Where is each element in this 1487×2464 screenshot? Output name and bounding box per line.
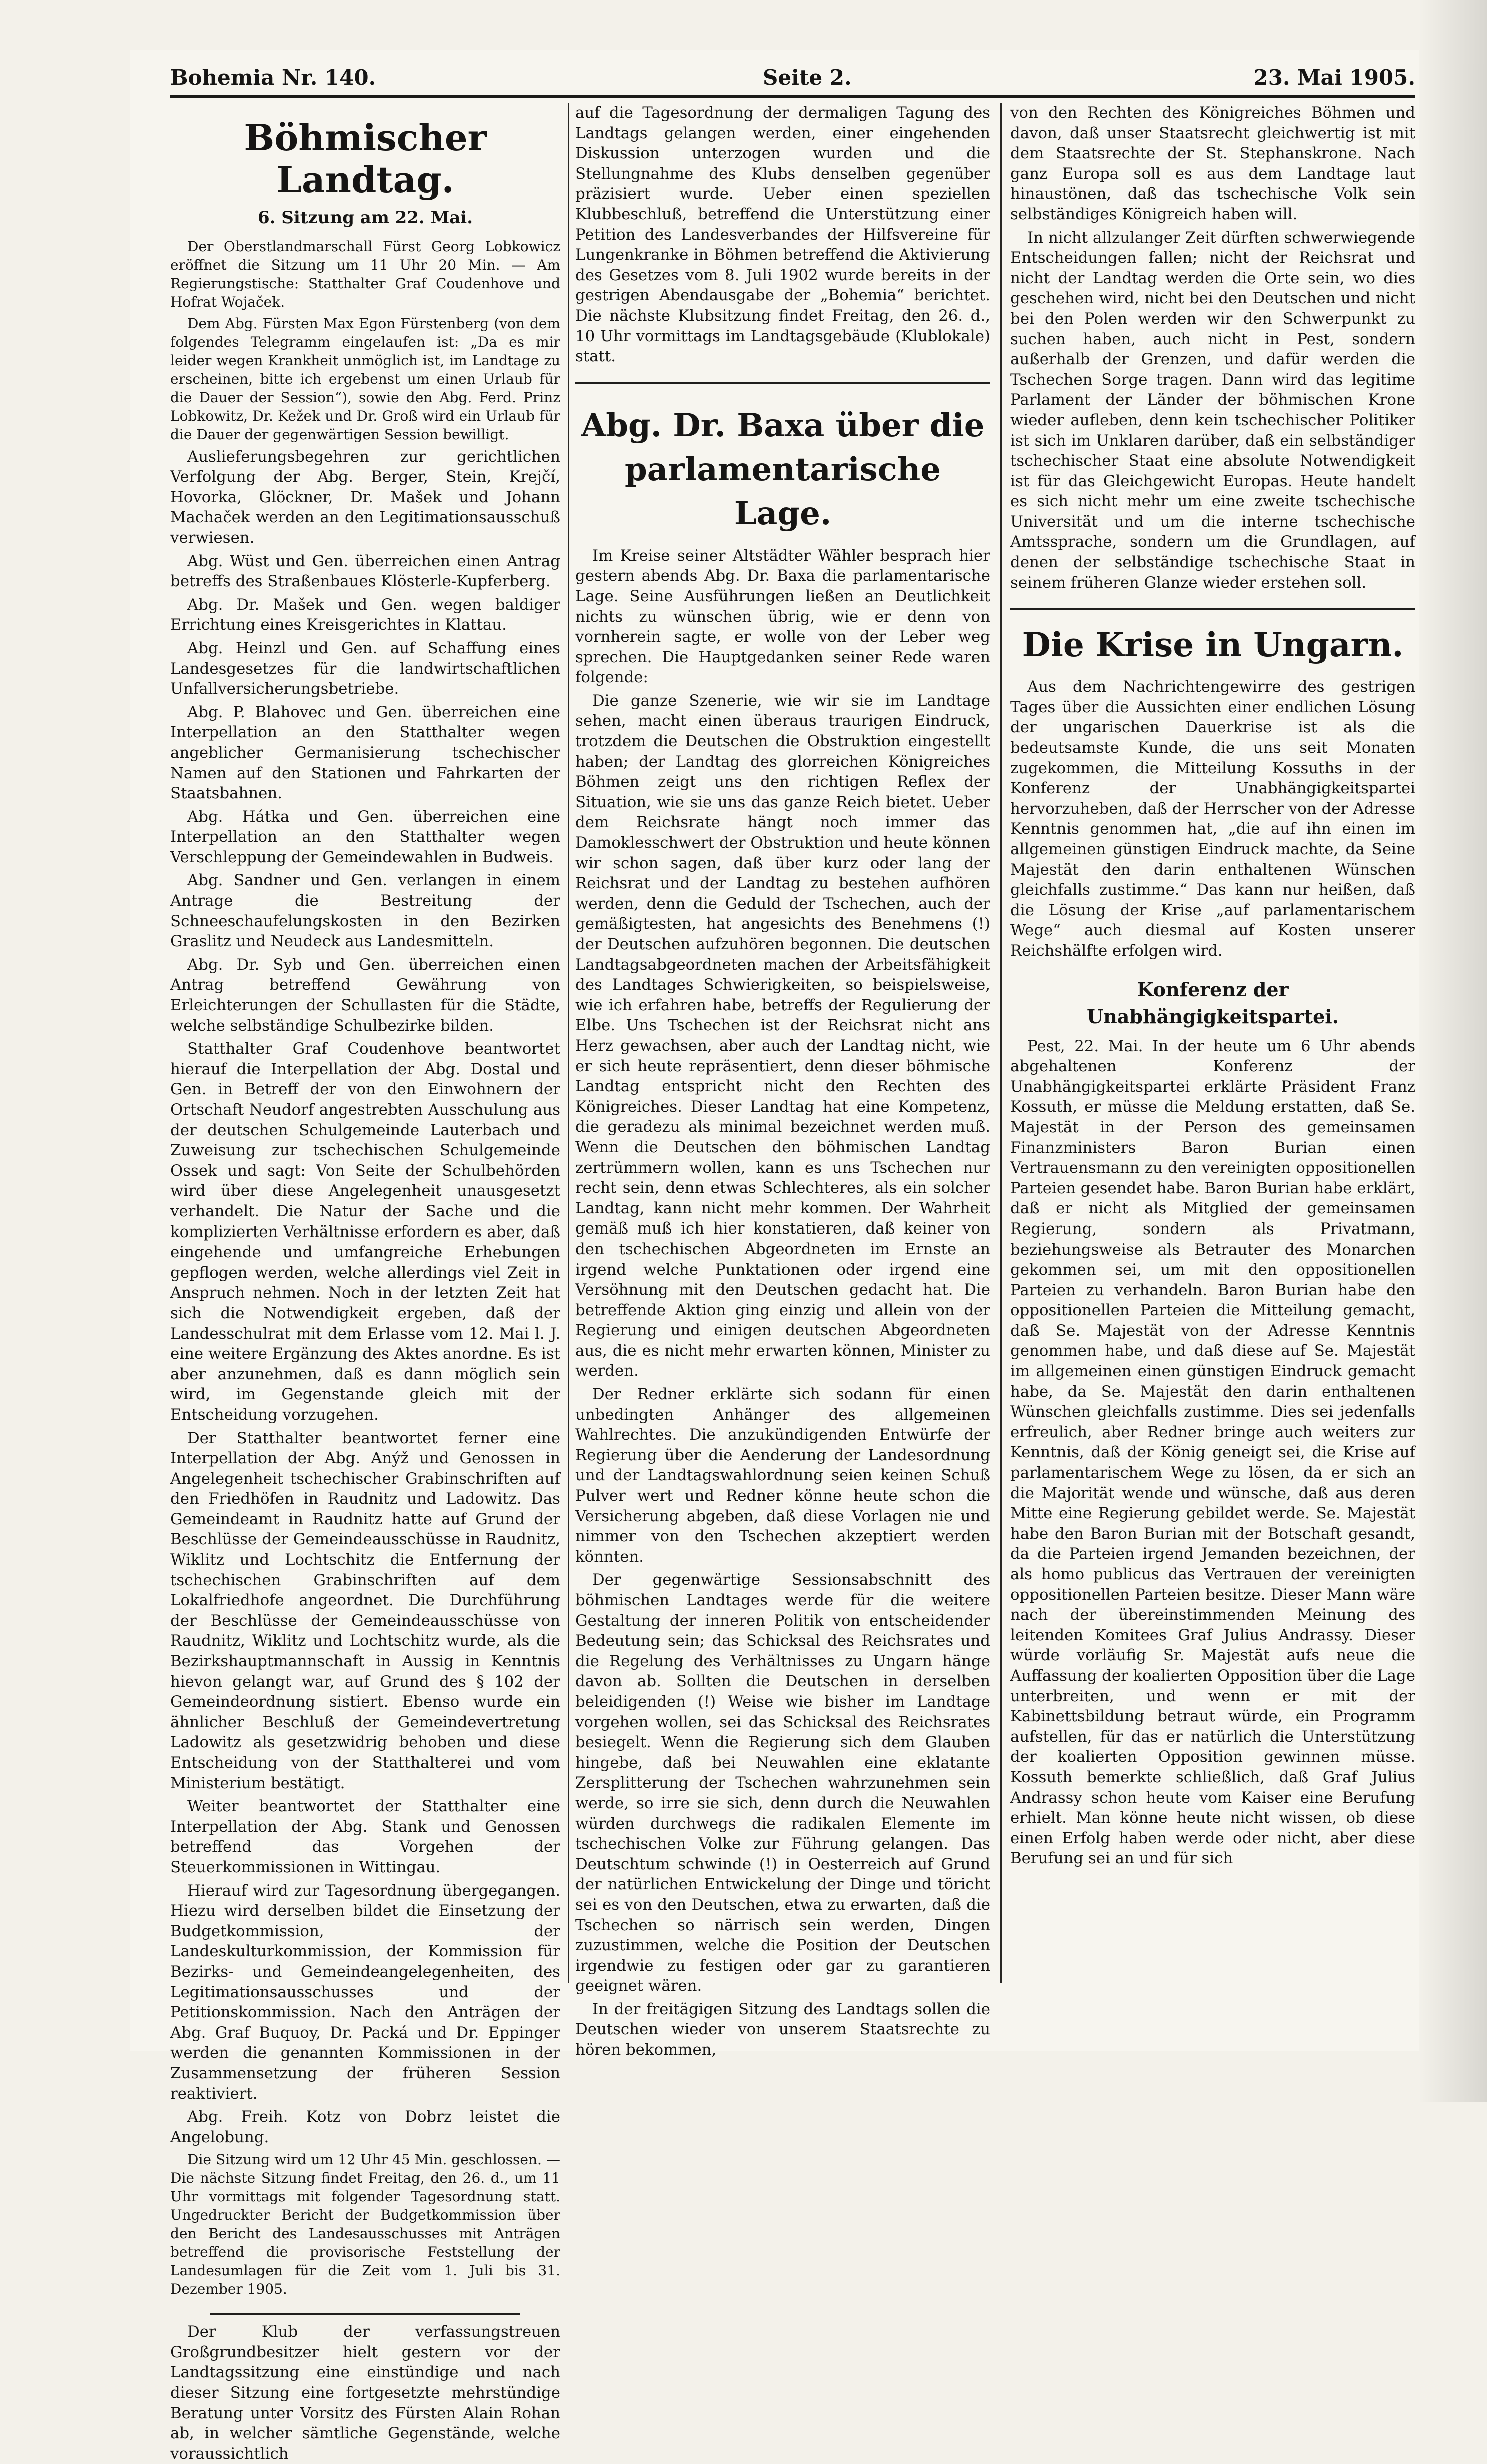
column-rule-2: [1000, 103, 1002, 1983]
paragraph: Dem Abg. Fürsten Max Egon Fürstenberg (von dem folgendes Telegramm eingelaufen ist: „Da es mir leider wegen Krankheit unmöglich ist, im Landtage zu erscheinen, bitte ich ergebenst um einen Urlaub für die Dauer der Session“), sowie den Abg. Ferd. Prinz Lobkowitz, Dr. Kežek und Dr. Groß wird ein Urlaub für die Dauer der gegenwärtigen Session bewilligt.: [170, 315, 560, 443]
paragraph: Die ganze Szenerie, wie wir sie im Landtage sehen, macht einen überaus traurigen Eindruck, trotzdem die Deutschen die Obstruktion eingestellt haben; der Landtag des glorreichen Königreiches Böhmen zeigt uns den richtigen Reflex der Situation, wie sie uns das ganze Reich bietet. Ueber dem Reichsrate hängt noch immer das Damoklesschwert der Obstruktion und heute können wir schon sagen, daß über kurz oder lang der Reichsrat und der Landtag zu bestehen aufhören werden, denn die Geduld der Tschechen, auch der gemäßigtesten, hat angesichts des Benehmens (!) der Deutschen aufzuhören begonnen. Die deutschen Landtagsabgeordneten machen der Arbeitsfähigkeit des Landtages Schwierigkeiten, so beispielsweise, wie ich erfahren habe, betreffs der Regulierung der Elbe. Uns Tschechen ist der Reichsrat nicht ans Herz gewachsen, aber auch der Landtag nicht, wie er sich heute repräsentiert, denn dieser böhmische Landtag entspricht nicht den Rechten des Königreiches. Dieser Landtag hat eine Kompetenz, die geradezu als minimal bezeichnet werden muß. Wenn die Deutschen den böhmischen Landtag zertrümmern wollen, kann es uns Tschechen nur recht sein, denn etwas Schlechteres, als ein solcher Landtag, kann nicht mehr kommen. Der Wahrheit gemäß muß ich hier konstatieren, daß keiner von den tschechischen Abgeordneten im Ernste an irgend welche Punktationen oder irgend eine Versöhnung mit den Deutschen gedacht hat. Die betreffende Aktion ging einzig und allein von der Regierung und einigen deutschen Abgeordneten aus, die es nicht mehr erwarten können, Minister zu werden.: [575, 691, 990, 1380]
paragraph: Der Redner erklärte sich sodann für einen unbedingten Anhänger des allgemeinen Wahlrechtes. Die anzukündigenden Entwürfe der Regierung über die Aenderung der Landesordnung und der Landtagswahlordnung seien keinen Schuß Pulver wert und Redner könne heute schon die Versicherung abgeben, daß diese Vorlagen nie und nimmer von den Tschechen akzeptiert werden könnten.: [575, 1385, 990, 1566]
paragraph: Abg. P. Blahovec und Gen. überreichen eine Interpellation an den Statthalter wegen angeblicher Germanisierung tschechischer Namen auf den Stationen und Fahrkarten der Staatsbahnen.: [170, 703, 560, 803]
paragraph: Pest, 22. Mai. In der heute um 6 Uhr abends abgehaltenen Konferenz der Unabhängigkeitspartei erklärte Präsident Franz Kossuth, er müsse die Meldung erstatten, daß Se. Majestät in der Person des gemeinsamen Finanzministers Baron Burian einen Vertrauensmann zu den vereinigten oppositionellen Parteien gesendet habe. Baron Burian habe erklärt, daß er nicht als Mitglied der gemeinsamen Regierung, sondern als Privatmann, beziehungsweise als Betrauter des Monarchen gekommen sei, um mit den oppositionellen Parteien zu verhandeln. Baron Burian habe den oppositionellen Parteien die Mitteilung gemacht, daß Se. Majestät von der Adresse Kenntnis genommen habe, und daß diese auf Se. Majestät im allgemeinen einen günstigen Eindruck gemacht habe, da Se. Majestät den darin enthaltenen Wünschen gleichfalls zustimme. Dies sei jedenfalls erfreulich, aber Redner bringe auch weiters zur Kenntnis, daß der König geneigt sei, die Krise auf parlamentarischem Wege zu lösen, da er sich an die Majorität wende und wünsche, daß aus deren Mitte eine Regierung gebildet werde. Se. Majestät habe den Baron Burian mit der Botschaft gesandt, da die Parteien irgend Jemanden bezeichnen, der als homo publicus das Vertrauen der vereinigten oppositionellen Parteien besitze. Dieser Mann wäre nach der übereinstimmenden Meinung des leitenden Komitees Graf Julius Andrassy. Dieser würde vorläufig Sr. Majestät aufs neue die Auffassung der koalierten Opposition über die Lage unterbreiten, und wenn er mit der Kabinettsbildung betraut würde, ein Programm aufstellen, für das er natürlich die Unterstützung der koalierten Opposition gewinnen müsse. Kossuth bemerkte schließlich, daß Graf Julius Andrassy schon heute vom Kaiser eine Berufung erhielt. Man könne heute nicht wissen, ob diese einen Erfolg haben werde oder nicht, aber diese Berufung sei an und für sich: [1010, 1037, 1415, 1868]
paragraph: Aus dem Nachrichtengewirre des gestrigen Tages über die Aussichten einer endlichen Lösung der ungarischen Dauerkrise ist als die bedeutsamste Kunde, die uns seit Monaten zugekommen, die Mitteilung Kossuths in der Konferenz der Unabhängigkeitspartei hervorzuheben, daß der Herrscher von der Adresse Kenntnis genommen hat, „die auf ihn einen im allgemeinen günstigen Eindruck machte, da Seine Majestät den darin enthaltenen Wünschen gleichfalls zustimme.“ Das kann nur heißen, daß die Lösung der Krise „auf parlamentarischem Wege“ auch diesmal auf Kosten unserer Reichshälfte erfolgen wird.: [1010, 678, 1415, 960]
scan-edge-shadow: [1419, 0, 1487, 2102]
paragraph: Abg. Heinzl und Gen. auf Schaffung eines Landesgesetzes für die landwirtschaftlichen Unfallversicherungsbetriebe.: [170, 639, 560, 698]
paragraph: In der freitägigen Sitzung des Landtags sollen die Deutschen wieder von unserem Staatsrechte zu hören bekommen,: [575, 2000, 990, 2059]
column-1: [170, 103, 560, 2463]
paragraph: Der Statthalter beantwortet ferner eine Interpellation der Abg. Anýž und Genossen in Angelegenheit tschechischer Grabinschriften auf den Friedhöfen in Raudnitz und Ladowitz. Das Gemeindeamt in Raudnitz hatte auf Grund der Beschlüsse der Gemeindeausschüsse in Raudnitz, Wiklitz und Lochtschitz die Entfernung der tschechischen Grabinschriften auf dem Lokalfriedhofe angeordnet. Die Durchführung der Beschlüsse der Gemeindeausschüsse von Raudnitz, Wiklitz und Lochtschitz wurde, als die Bezirkshauptmannschaft in Aussig in Kenntnis hievon gelangt war, auf Grund des § 102 der Gemeindeordnung sistiert. Ebenso wurde ein ähnlicher Beschluß der Gemeindevertretung Ladowitz als gesetzwidrig behoben und diese Entscheidung von der Statthalterei und vom Ministerium bestätigt.: [170, 1429, 560, 1792]
paragraph: Der Klub der verfassungstreuen Großgrundbesitzer hielt gestern vor der Landtagssitzung eine einstündige und nach dieser Sitzung eine fortgesetzte mehrstündige Beratung unter Vorsitz des Fürsten Alain Rohan ab, in welcher sämtliche Gegenstände, welche voraussichtlich: [170, 2323, 560, 2463]
paragraph: Im Kreise seiner Altstädter Wähler besprach hier gestern abends Abg. Dr. Baxa die parlamentarische Lage. Seine Ausführungen ließen an Deutlichkeit nichts zu wünschen übrig, wie er denn von vornherein sagte, er wolle von der Leber weg sprechen. Die Hauptgedanken seiner Rede waren folgende:: [575, 546, 990, 687]
article-title-landtag: Böhmischer Landtag.: [244, 116, 487, 201]
paragraph: Der gegenwärtige Sessionsabschnitt des böhmischen Landtages werde für die weitere Gestaltung der inneren Politik von entscheidender Bedeutung sein; das Schicksal des Reichsrates und die Regelung des Verhältnisses zu Ungarn hänge davon ab. Sollten die Deutschen in derselben beleidigenden (!) Weise wie bisher im Landtage vorgehen wollen, sei das Schicksal des Reichsrates besiegelt. Wenn die Regierung sich dem Glauben hingebe, daß bei Neuwahlen eine eklatante Zersplitterung der Tschechen wahrzunehmen sein werde, so irre sie sich, denn durch die Neuwahlen würden durchwegs die radikalen Elemente im tschechischen Volke zur Führung gelangen. Das Deutschtum schwinde (!) in Oesterreich auf Grund der natürlichen Entwickelung der Dinge und töricht sei es von den Deutschen, etwa zu erwarten, daß die Tschechen so närrisch sein werden, Dingen zuzustimmen, welche die Position der Deutschen irgendwie zu festigen oder gar zu garantieren geeignet wären.: [575, 1571, 990, 1995]
section-divider: [1010, 608, 1415, 610]
section-divider: [575, 382, 990, 384]
paragraph: Hierauf wird zur Tagesordnung übergegangen. Hiezu wird derselben bildet die Einsetzung der Budgetkommission, der Landeskulturkommission, der Kommission für Bezirks- und Gemeindeangelegenheiten, des Legitimationsausschusses und der Petitionskommission. Nach den Anträgen der Abg. Graf Buquoy, Dr. Packá und Dr. Eppinger werden die genannten Kommissionen in der Zusammensetzung der früheren Session reaktiviert.: [170, 1881, 560, 2103]
header-rule: [170, 95, 1415, 98]
paragraph: auf die Tagesordnung der dermaligen Tagung des Landtags gelangen werden, einer eingehenden Diskussion unterzogen wurden und die Stellungnahme des Klubs denselben gegenüber präzisiert wurde. Ueber einen speziellen Klubbeschluß, betreffend die Unterstützung einer Petition des Landesverbandes der Hilfsvereine für Lungenkranke in Böhmen betreffend die Aktivierung des Gesetzes vom 8. Juli 1902 wurde bereits in der gestrigen Abendausgabe der „Bohemia“ berichtet. Die nächste Klubsitzung findet Freitag, den 26. d., 10 Uhr vormittags im Landtagsgebäude (Klublokale) statt.: [575, 104, 990, 366]
column-rule-1: [568, 103, 569, 1983]
paragraph: Abg. Freih. Kotz von Dobrz leistet die Angelobung.: [170, 2108, 560, 2146]
column-3: [1010, 103, 1415, 2018]
paragraph: Abg. Hátka und Gen. überreichen eine Interpellation an den Statthalter wegen Verschleppung der Gemeindewahlen in Budweis.: [170, 807, 560, 866]
header-date: 23. Mai 1905.: [1253, 65, 1415, 90]
article-subtitle-sitzung: 6. Sitzung am 22. Mai.: [257, 208, 473, 228]
paragraph: Abg. Sandner und Gen. verlangen in einem Antrage die Bestreitung der Schneeschaufelungskosten in den Bezirken Graslitz und Neudeck aus Landesmitteln.: [170, 871, 560, 951]
paragraph: Abg. Wüst und Gen. überreichen einen Antrag betreffs des Straßenbaues Klösterle-Kupferberg.: [170, 552, 560, 591]
column-2: [575, 103, 990, 2059]
paragraph: Weiter beantwortet der Statthalter eine Interpellation der Abg. Stank und Genossen betreffend das Vorgehen der Steuerkommissionen in Wittingau.: [170, 1797, 560, 1876]
paragraph: Abg. Dr. Syb und Gen. überreichen einen Antrag betreffend Gewährung von Erleichterungen der Schullasten für die Städte, welche selbständige Schulbezirke bilden.: [170, 955, 560, 1035]
section-divider: [210, 2313, 520, 2315]
paragraph: Abg. Dr. Mašek und Gen. wegen baldiger Errichtung eines Kreisgerichtes in Klattau.: [170, 595, 560, 634]
article-title-krise: Die Krise in Ungarn.: [1022, 625, 1404, 665]
paragraph: von den Rechten des Königreiches Böhmen und davon, daß unser Staatsrecht gleichwertig ist mit dem Staatsrechte der St. Stephanskrone. Nach ganz Europa soll es aus dem Landtage laut hinaustönen, daß das tschechische Volk sein selbständiges Königreich haben will.: [1010, 104, 1415, 223]
header-page-number: Seite 2.: [763, 65, 852, 90]
paragraph: Der Oberstlandmarschall Fürst Georg Lobkowicz eröffnet die Sitzung um 11 Uhr 20 Min. — Am Regierungstische: Statthalter Graf Coudenhove und Hofrat Wojaček.: [170, 238, 560, 310]
article-subtitle-konferenz: Konferenz der Unabhängigkeitspartei.: [1087, 978, 1339, 1028]
paragraph: Statthalter Graf Coudenhove beantwortet hierauf die Interpellation der Abg. Dostal und Gen. in Betreff der von den Einwohnern der Ortschaft Neudorf angestrebten Ausschulung aus der deutschen Schulgemeinde Lauterbach und Zuweisung zur tschechischen Schulgemeinde Ossek und sagt: Von Seite der Schulbehörden wird über diese Angelegenheit unausgesetzt verhandelt. Die Natur der Sache und die komplizierten Verhältnisse erfordern es aber, daß eingehende und umfangreiche Erhebungen gepflogen werden, welche allerdings viel Zeit in Anspruch nehmen. Noch in der letzten Zeit hat sich die Notwendigkeit ergeben, daß der Landesschulrat mit dem Erlasse vom 12. Mai l. J. eine weitere Ergänzung des Aktes anordne. Es ist aber anzunehmen, daß es dann möglich sein wird, im Gegenstande gleich mit der Entscheidung vorzugehen.: [170, 1040, 560, 1424]
article-title-baxa: Abg. Dr. Baxa über die parlamentarische Lage.: [581, 406, 985, 532]
paragraph: Die Sitzung wird um 12 Uhr 45 Min. geschlossen. — Die nächste Sitzung findet Freitag, den 26. d., um 11 Uhr vormittags mit folgender Tagesordnung statt. Ungedruckter Bericht der Budgetkommission über den Bericht des Landesausschusses mit Anträgen betreffend die provisorische Feststellung der Landesumlagen für die Zeit vom 1. Juli bis 31. Dezember 1905.: [170, 2151, 560, 2298]
header-issue: Bohemia Nr. 140.: [170, 65, 376, 90]
paragraph: In nicht allzulanger Zeit dürften schwerwiegende Entscheidungen fallen; nicht der Reichsrat und nicht der Landtag werden die Orte sein, wo dies geschehen wird, nicht bei den Deutschen und nicht bei den Polen werden wir den Schwerpunkt zu suchen haben, auch nicht in Pest, sondern außerhalb der Grenzen, und dafür werden die Tschechen Sorge tragen. Dann wird das legitime Parlament der Länder der böhmischen Krone wieder aufleben, denn kein tschechischer Politiker ist sich im Unklaren darüber, daß ein selbständiger tschechischer Staat eine absolute Notwendigkeit ist für das Gleichgewicht Europas. Heute handelt es sich nicht mehr um eine zweite tschechische Universität und um die interne tschechische Amtssprache, sondern um die Grundlagen, auf denen der selbständige tschechische Staat in seinem früheren Glanze wieder erstehen soll.: [1010, 228, 1415, 592]
page-header: [170, 59, 1415, 94]
paragraph: Auslieferungsbegehren zur gerichtlichen Verfolgung der Abg. Berger, Stein, Krejčí, Hovorka, Glöckner, Dr. Mašek und Johann Machaček werden an den Legitimationsausschuß verwiesen.: [170, 447, 560, 547]
